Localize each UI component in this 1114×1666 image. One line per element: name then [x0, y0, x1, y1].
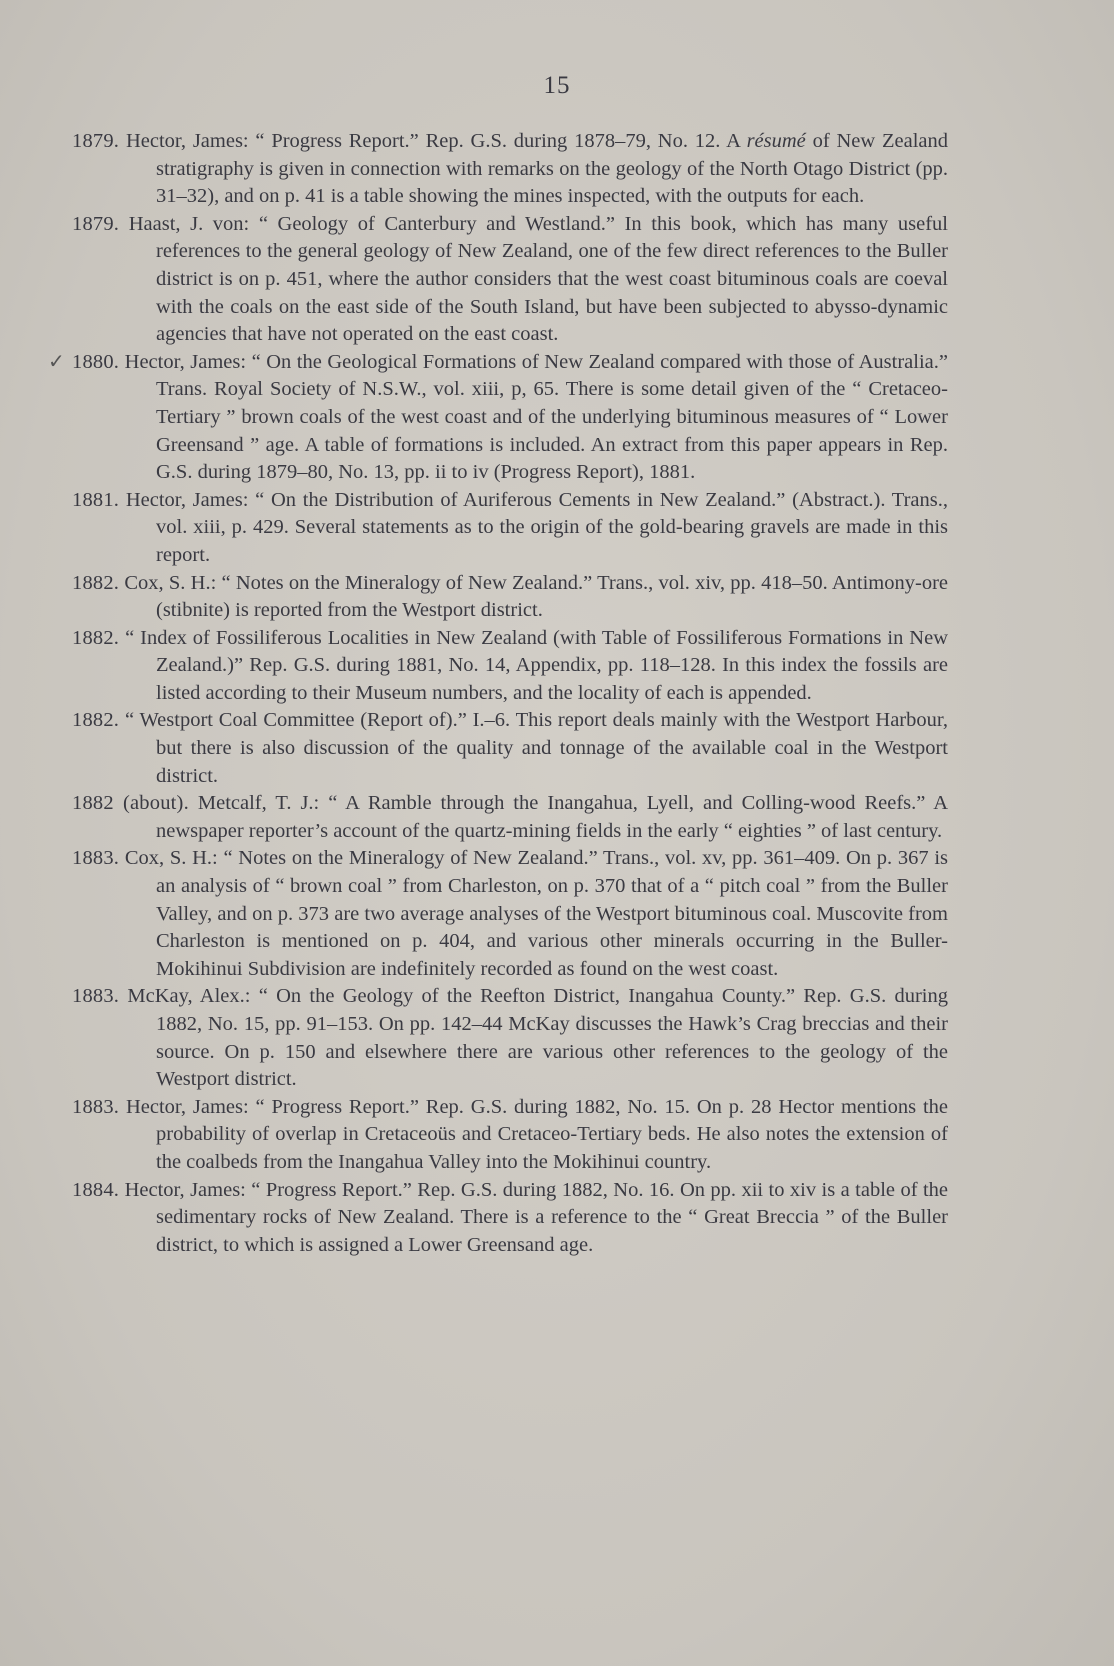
entry-year: 1883.	[72, 847, 120, 870]
entry-year: 1880.	[72, 350, 120, 373]
bibliography-entry	[72, 1177, 948, 1260]
entry-text: Hector, James: “ Progress Report.” Rep. G.S. during 1882, No. 16. On pp. xii to xiv is a table of the sedimentary rocks of New Zealand. There is a reference to the “ Great Breccia ” of the Buller district, to which is assigned a Lower Greensand age.	[124, 1178, 948, 1256]
entry-text: Cox, S. H.: “ Notes on the Mineralogy of New Zealand.” Trans., vol. xv, pp. 361–409. On p. 367 is an analysis of “ brown coal ” from Charleston, on p. 370 that of a “ pitch coal ” from the Buller Valley, and on p. 373 are two average analyses of the Westport bituminous coal. Muscovite from Charleston is mentioned on p. 404, and various other minerals occurring in the Buller-Mokihinui Subdivision are indefinitely recorded as found on the west coast.	[124, 847, 949, 980]
bibliography-entry	[72, 128, 948, 211]
bibliography-entry	[72, 707, 948, 790]
entry-year: 1879.	[72, 130, 120, 152]
bibliography-entry	[72, 790, 948, 845]
entry-year: 1879.	[72, 212, 120, 235]
entry-year: 1882 (about).	[72, 792, 189, 815]
entry-text: Metcalf, T. J.: “ A Ramble through the Inangahua, Lyell, and Colling-wood Reefs.” A newspaper reporter’s account of the quartz-mining fields in the early “ eighties ” of last century.	[156, 792, 948, 842]
entry-text: Hector, James: “ Progress Report.” Rep. G.S. during 1878–79, No. 12. A	[125, 130, 747, 152]
entry-year: 1882.	[72, 571, 120, 594]
bibliography-entry	[72, 983, 948, 1093]
entry-year: 1883.	[72, 1095, 120, 1118]
bibliography-entry	[72, 487, 948, 570]
entry-year: 1884.	[72, 1178, 120, 1201]
page-number: 15	[543, 72, 571, 99]
entry-text: Cox, S. H.: “ Notes on the Mineralogy of New Zealand.” Trans., vol. xiv, pp. 418–50. Antimony-ore (stibnite) is reported from the Westport district.	[124, 571, 948, 622]
entry-text: Haast, J. von: “ Geology of Canterbury and Westland.” In this book, which has many useful references to the general geology of New Zealand, one of the few direct references to the Buller district is on p. 451, where the author considers that the west coast bituminous coals are coeval with the coals on the east side of the South Island, but have been subjected to abysso-dynamic agencies that have not operated on the east coast.	[128, 212, 948, 346]
entry-year: 1882.	[72, 709, 120, 732]
bibliography-entry	[72, 211, 948, 349]
bibliography-entry	[72, 845, 948, 983]
bibliography-entry	[72, 1094, 948, 1177]
entry-text: McKay, Alex.: “ On the Geology of the Reefton District, Inangahua County.” Rep. G.S. during 1882, No. 15, pp. 91–153. On pp. 142–44 McKay discusses the Hawk’s Crag breccias and their source. On p. 150 and elsewhere there are various other references to the geology of the Westport district.	[127, 985, 949, 1091]
entry-text: Hector, James: “ On the Geological Formations of New Zealand compared with those of Australia.” Trans. Royal Society of N.S.W., vol. xiii, p, 65. There is some detail given of the “ Cretaceo-Tertiary ” brown coals of the west coast and of the underlying bituminous measures of “ Lower Greensand ” age. A table of formations is included. An extract from this paper appears in Rep. G.S. during 1879–80, No. 13, pp. ii to iv (Progress Report), 1881.	[124, 350, 948, 484]
bibliography-entry	[72, 625, 948, 708]
entry-text: “ Index of Fossiliferous Localities in New Zealand (with Table of Fossiliferous Formations in New Zealand.)” Rep. G.S. during 1881, No. 14, Appendix, pp. 118–128. In this index the fossils are listed according to their Museum numbers, and the locality of each is appended.	[125, 626, 949, 704]
bibliography-entry	[48, 349, 948, 487]
entry-year: 1882.	[72, 626, 120, 649]
entry-text: “ Westport Coal Committee (Report of).” I.–6. This report deals mainly with the Westport Harbour, but there is also discussion of the quality and tonnage of the available coal in the Westport district.	[124, 709, 948, 787]
bibliography-entry	[72, 570, 948, 625]
entry-year: 1881.	[72, 488, 120, 511]
check-mark-icon: ✓	[48, 350, 65, 373]
entry-italic-term: résumé	[746, 130, 806, 152]
bibliography-list	[48, 128, 949, 1259]
entry-text: Hector, James: “ On the Distribution of Auriferous Cements in New Zealand.” (Abstract.). Trans., vol. xiii, p. 429. Several statements as to the origin of the gold-bearing gravels are made in this report.	[125, 488, 949, 566]
entry-text: of New Zealand stratigraphy is given in connection with remarks on the geology of the North Otago District (pp. 31–32), and on p. 41 is a table showing the mines inspected, with the outputs for each.	[156, 130, 948, 208]
entry-year: 1883.	[72, 985, 120, 1008]
entry-text: Hector, James: “ Progress Report.” Rep. G.S. during 1882, No. 15. On p. 28 Hector mentions the probability of overlap in Cretaceoüs and Cretaceo-Tertiary beds. He also notes the extension of the coalbeds from the Inangahua Valley into the Mokihinui country.	[125, 1095, 948, 1173]
